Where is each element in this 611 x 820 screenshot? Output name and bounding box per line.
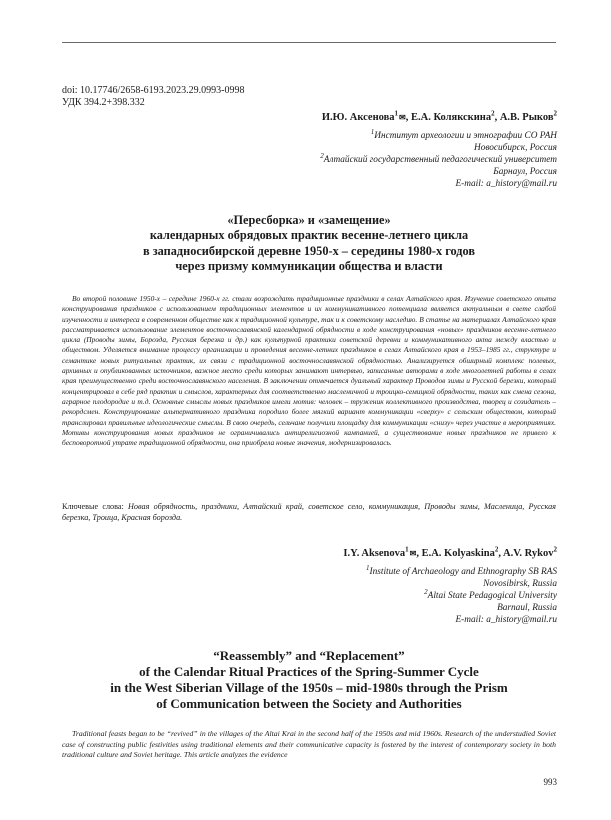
affiliations-en: $^1$Institute of Archaeology and Ethnography SB RAS Novosibirsk, Russia $^2$Altai State Pedagogical University Barnaul, Russia E-mail: a_history@mail.ru <box>366 563 557 625</box>
author-ru-3: А.В. Рыков$^2$ <box>499 109 557 123</box>
affiliation-ru-2-city: Барнаул, Россия <box>493 167 557 177</box>
author-en-1: I.Y. Aksenova$^1$✉ <box>343 545 417 559</box>
author-en-2: E.A. Kolyaskina$^2$ <box>421 545 499 559</box>
keywords-list: Новая обрядность, праздники, Алтайский край, советское село, коммуникация, Проводы зимы, Масленица, Русская березка, Троица, Красная борозда. <box>62 502 556 522</box>
author-en-3: A.V. Rykov$^2$ <box>503 545 557 559</box>
keywords-label: Ключевые слова: <box>62 502 124 511</box>
email-en: E-mail: a_history@mail.ru <box>455 615 557 625</box>
author-ru-2: Е.А. Колякскина$^2$ <box>411 109 495 123</box>
affiliation-ru-1: Институт археологии и этнографии СО РАН <box>374 131 557 141</box>
keywords-ru <box>62 502 556 523</box>
udk: УДК 394.2+398.332 <box>62 97 145 108</box>
title-en: “Reassembly” and “Replacement” of the Calendar Ritual Practices of the Spring-Summer Cycle in the West Siberian Village of the 1950s – mid-1980s through the Prism of Communication between the Society and Authorities <box>110 648 508 711</box>
authors-ru: И.Ю. Аксенова$^1$✉, Е.А. Колякскина$^2$, А.В. Рыков$^2$ <box>321 109 557 123</box>
affiliation-ru-1-city: Новосибирск, Россия <box>473 143 557 153</box>
affiliations-ru: $^1$Институт археологии и этнографии СО РАН Новосибирск, Россия $^2$Алтайский государственный педагогический университет Барнаул, Россия E-mail: a_history@mail.ru <box>320 127 557 189</box>
email-icon-en: ✉ <box>409 549 417 558</box>
abstract-en: Traditional feasts began to be “revived” in the villages of the Altai Krai in the second half of the 1950s and mid 1960s. Research of the understudied Soviet case of constructing public festivities using traditional elements and their communicative capacity is fostered by the interest of contemporary society in both traditional culture and Soviet heritage. This article analyzes the evidence <box>62 729 556 760</box>
doi: doi: 10.17746/2658-6193.2023.29.0993-0998 <box>62 85 245 96</box>
abstract-ru: Во второй половине 1950-х – середине 1960-х гг. стали возрождать традиционные праздники в селах Алтайского края. Изучение советского опыта конструирования праздников с использованием традиционных элементов и их коммуникативного потенциала является актуальным в свете слабой изученности и интереса в современном обществе как к традиционной культуре, так и к советскому наследию. В статье на материалах Алтайского края рассматривается использование элементов восточнославянской календарной обрядности в ходе конструирования «новых» праздников весенне-летнего цикла (Проводы зимы, Борозда, Русская березка и др.) как культурной практики советской деревни и коммуникативного акта между властью и обществом. Уделяется внимание процессу организации и проведения весенне-летних праздников в селах Алтайского края в 1953–1985 гг., структуре и семантике новых ритуальных практик, их связи с традиционной восточнославянской обрядностью. Анализируется обширный комплекс полевых, архивных и опубликованных источников, важное место среди которых занимают интервью, записанные авторами в ходе многолетней работы в селах края преимущественно среди восточнославянского населения. В заключении отмечается дуальный характер Проводов зимы и Русской березки, который концентрировал в себе ряд практик и смыслов, характерных для соответственно масленичной и троицко-семицкой обрядности, таких как смена сезона, аграрное плодородие и т.д. Основные смыслы новых праздников имели мотив: человек – труженик коллективного производства, творец и созидатель – рекордсмен. Конструирование альтернативного праздника породило более мягкий вариант коммуникации «сверху» с сельским обществом, который транслировал правильные идеологические смыслы. В свою очередь, сельчане получили площадку для коммуникации «снизу» через участие в мероприятиях. Мотивы конструирования новых праздников не ограничивались антирелигиозной кампанией, а существование новых праздников не привело к бесповоротной утрате традиционной обрядности, она приобрела новые значения, модернизировалась. <box>62 294 556 448</box>
email-ru: E-mail: a_history@mail.ru <box>455 179 557 189</box>
page-number: 993 <box>543 777 557 787</box>
email-icon: ✉ <box>399 113 406 122</box>
affiliation-en-1: Institute of Archaeology and Ethnography SB RAS <box>369 567 557 577</box>
top-rule <box>62 42 556 43</box>
affiliation-en-1-city: Novosibirsk, Russia <box>483 579 557 589</box>
title-ru: «Пересборка» и «замещение» календарных обрядовых практик весенне-летнего цикла в западносибирской деревне 1950-х – середины 1980-х годов через призму коммуникации общества и власти <box>143 213 475 274</box>
author-ru-1: И.Ю. Аксенова$^1$✉ <box>321 109 406 123</box>
affiliation-en-2-city: Barnaul, Russia <box>497 603 557 613</box>
affiliation-ru-2: Алтайский государственный педагогический университет <box>323 155 557 165</box>
authors-en: I.Y. Aksenova$^1$✉, E.A. Kolyaskina$^2$, A.V. Rykov$^2$ <box>343 545 557 559</box>
affiliation-en-2: Altai State Pedagogical University <box>427 591 557 601</box>
